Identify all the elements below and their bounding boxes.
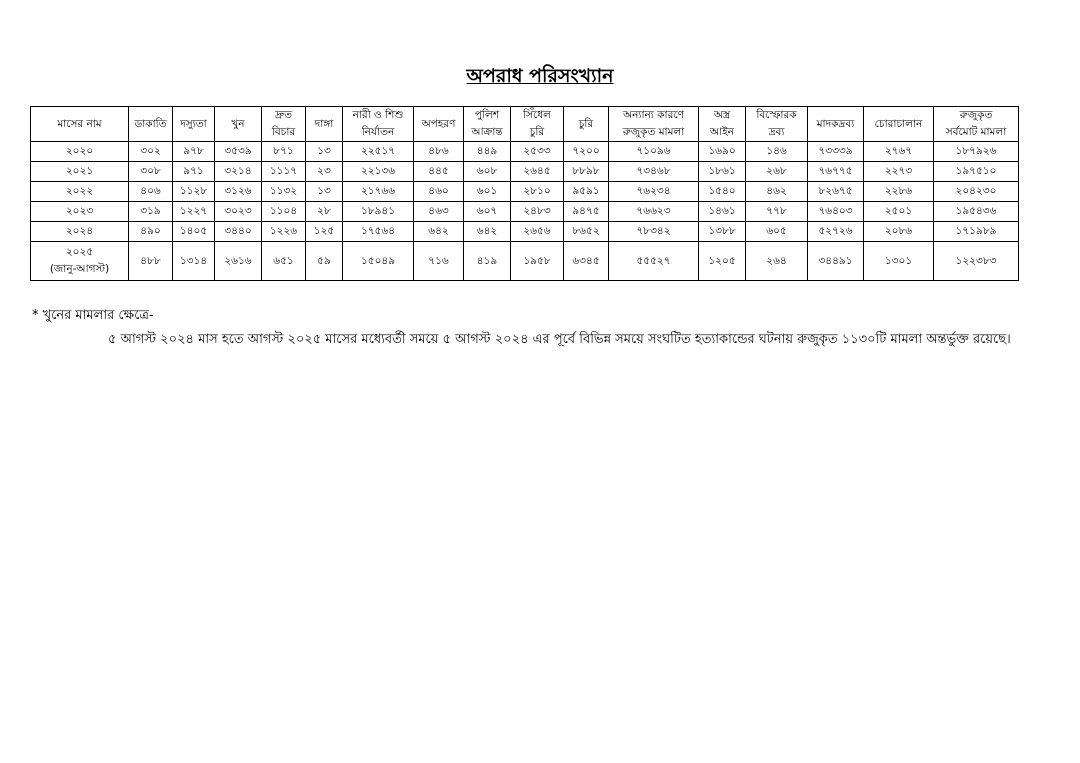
table-cell: ১৪৬: [746, 142, 808, 162]
table-cell: ৬৫১: [262, 242, 306, 281]
table-cell: ৭১৬: [414, 242, 464, 281]
table-row: [31, 182, 1019, 202]
table-cell: ৪০৬: [129, 182, 173, 202]
table-cell: ২০৮৬: [864, 222, 934, 242]
table-cell: ৭৬৪০৩: [808, 202, 864, 222]
header-speedy-trial: দ্রুত বিচার: [262, 107, 306, 142]
table-row: [31, 222, 1019, 242]
table-cell: ১১১৭: [262, 162, 306, 182]
table-cell: ১২২৬: [262, 222, 306, 242]
crime-statistics-table: [30, 106, 1019, 281]
table-cell: ৬০৭: [464, 202, 511, 222]
table-row: [31, 242, 1019, 281]
table-cell: ২৬৮: [746, 162, 808, 182]
table-cell: ১৯৫৪৩৬: [934, 202, 1019, 222]
table-cell: ৭৬৬২৩: [609, 202, 699, 222]
header-murder: খুন: [215, 107, 262, 142]
table-cell: ৩৪৪০: [215, 222, 262, 242]
table-cell: ৩১৯: [129, 202, 173, 222]
table-cell: ৩০২৩: [215, 202, 262, 222]
header-narcotics: মাদকদ্রব্য: [808, 107, 864, 142]
row-label: ২০২১: [31, 162, 129, 182]
table-cell: ৪৬৩: [414, 202, 464, 222]
note-body: ৫ আগস্ট ২০২৪ মাস হতে আগস্ট ২০২৫ মাসের মধ্যেবর্তী সময়ে ৫ আগস্ট ২০২৪ এর পূর্বে বিভিন্ন সময়ে সংঘটিত হত্যাকান্ডের ঘটনায় রুজুকৃত ১১৩০টি মামলা অন্তর্ভুক্ত রয়েছে।: [108, 332, 1011, 347]
table-cell: ৭৮৩৪২: [609, 222, 699, 242]
table-cell: ৬৪২: [414, 222, 464, 242]
table-cell: ১৯৭৫১০: [934, 162, 1019, 182]
table-cell: ১৬৯০: [699, 142, 746, 162]
table-cell: ১৫০৪৯: [343, 242, 414, 281]
table-cell: ৪৮৬: [414, 142, 464, 162]
header-explosives: বিস্ফোরক দ্রব্য: [746, 107, 808, 142]
table-cell: ১৮৯৪১: [343, 202, 414, 222]
header-police-assault: পুলিশ আক্রান্ত: [464, 107, 511, 142]
table-cell: ৭৬২৩৪: [609, 182, 699, 202]
table-cell: ৪৪৫: [414, 162, 464, 182]
table-cell: ৭৩৪৬৮: [609, 162, 699, 182]
table-cell: ৬০৮: [464, 162, 511, 182]
table-cell: ১৪০৫: [173, 222, 215, 242]
table-cell: ১২২৭: [173, 202, 215, 222]
table-cell: ১১০৪: [262, 202, 306, 222]
table-cell: ২৬৪৫: [511, 162, 564, 182]
table-cell: ৪৯০: [129, 222, 173, 242]
table-cell: ১৮৭৯২৬: [934, 142, 1019, 162]
table-row: [31, 162, 1019, 182]
table-cell: ৩৫৩৯: [215, 142, 262, 162]
table-cell: ৮২৬৭৫: [808, 182, 864, 202]
table-cell: ২৮: [306, 202, 343, 222]
header-other-cases: অন্যান্য কারণে রুজুকৃত মামলা: [609, 107, 699, 142]
table-cell: ৪১৯: [464, 242, 511, 281]
table-cell: ১১৩২: [262, 182, 306, 202]
header-month: মাসের নাম: [31, 107, 129, 142]
header-total-cases: রুজুকৃত সর্বমোট মামলা: [934, 107, 1019, 142]
table-row: [31, 142, 1019, 162]
table-cell: ২৩: [306, 162, 343, 182]
table-cell: ১৯৫৮: [511, 242, 564, 281]
table-cell: ৭১০৯৬: [609, 142, 699, 162]
table-cell: ৩০৮: [129, 162, 173, 182]
table-cell: ১৮৬১: [699, 162, 746, 182]
table-cell: ৪৬০: [414, 182, 464, 202]
table-cell: ৫৫৫২৭: [609, 242, 699, 281]
table-cell: ৫২৭২৬: [808, 222, 864, 242]
table-cell: ৩৪৪৯১: [808, 242, 864, 281]
table-cell: ১৩১৪: [173, 242, 215, 281]
table-cell: ৩১২৬: [215, 182, 262, 202]
table-cell: ৫৯: [306, 242, 343, 281]
table-cell: ২১৭৬৬: [343, 182, 414, 202]
note-heading: * খুনের মামলার ক্ষেত্রে-: [32, 308, 154, 323]
table-cell: ২৬১৬: [215, 242, 262, 281]
table-cell: ৭৩৩৩৯: [808, 142, 864, 162]
row-label: ২০২৫ (জানু-আগস্ট): [31, 242, 129, 281]
table-cell: ২৫৩৩: [511, 142, 564, 162]
table-cell: ২৮১০: [511, 182, 564, 202]
header-smuggling: চোরাচালান: [864, 107, 934, 142]
table-cell: ১৩৮৮: [699, 222, 746, 242]
table-cell: ৪৬২: [746, 182, 808, 202]
table-row: [31, 202, 1019, 222]
table-cell: ৪৮৮: [129, 242, 173, 281]
table-cell: ৯৫৯১: [564, 182, 609, 202]
header-robbery: দস্যুতা: [173, 107, 215, 142]
header-theft: চুরি: [564, 107, 609, 142]
table-cell: ৮৮৯৮: [564, 162, 609, 182]
header-dacoity: ডাকাতি: [129, 107, 173, 142]
header-women-child-abuse: নারী ও শিশু নির্যাতন: [343, 107, 414, 142]
table-cell: ১৩০১: [864, 242, 934, 281]
header-riot: দাঙ্গা: [306, 107, 343, 142]
table-cell: ৭৭৮: [746, 202, 808, 222]
table-cell: ৯৭৮: [173, 142, 215, 162]
table-cell: ২৬৫৬: [511, 222, 564, 242]
table-cell: ১৫৪০: [699, 182, 746, 202]
table-cell: ৩২১৪: [215, 162, 262, 182]
header-row: [31, 107, 1019, 142]
table-cell: ১৩: [306, 182, 343, 202]
table-cell: ২৬৪: [746, 242, 808, 281]
table-cell: ১৭১৯৮৯: [934, 222, 1019, 242]
row-label: ২০২৪: [31, 222, 129, 242]
table-cell: ৬৪২: [464, 222, 511, 242]
row-label: ২০২৩: [31, 202, 129, 222]
table-cell: ২৫০১: [864, 202, 934, 222]
page-title: অপরাধ পরিসংখ্যান: [466, 65, 614, 87]
row-label: ২০২২: [31, 182, 129, 202]
table-cell: ৬৩৪৫: [564, 242, 609, 281]
table-cell: ৯৭১: [173, 162, 215, 182]
table-cell: ৮৭১: [262, 142, 306, 162]
table-cell: ১২২৩৮৩: [934, 242, 1019, 281]
table-cell: ৭২০০: [564, 142, 609, 162]
row-label: ২০২০: [31, 142, 129, 162]
table-cell: ২২৫১৭: [343, 142, 414, 162]
header-burglary: সিঁধেল চুরি: [511, 107, 564, 142]
table-cell: ২৭৬৭: [864, 142, 934, 162]
header-kidnapping: অপহরণ: [414, 107, 464, 142]
table-cell: ২৪৮৩: [511, 202, 564, 222]
table-cell: ৩০২: [129, 142, 173, 162]
table-cell: ২২১৩৬: [343, 162, 414, 182]
table-cell: ৬০১: [464, 182, 511, 202]
table-cell: ৭৬৭৭৫: [808, 162, 864, 182]
table-cell: ১৪৬১: [699, 202, 746, 222]
table-cell: ২২৮৬: [864, 182, 934, 202]
table-cell: ৪৪৯: [464, 142, 511, 162]
table-cell: ২০৪২৩০: [934, 182, 1019, 202]
table-cell: ৮৬৫২: [564, 222, 609, 242]
table-cell: ১২০৫: [699, 242, 746, 281]
table-cell: ৬০৫: [746, 222, 808, 242]
table-cell: ১৭৫৬৪: [343, 222, 414, 242]
table-cell: ১২৫: [306, 222, 343, 242]
header-arms-act: অস্ত্র আইন: [699, 107, 746, 142]
table-cell: ৯৪৭৫: [564, 202, 609, 222]
table-cell: ১৩: [306, 142, 343, 162]
table-cell: ১১২৮: [173, 182, 215, 202]
table-cell: ২২৭৩: [864, 162, 934, 182]
